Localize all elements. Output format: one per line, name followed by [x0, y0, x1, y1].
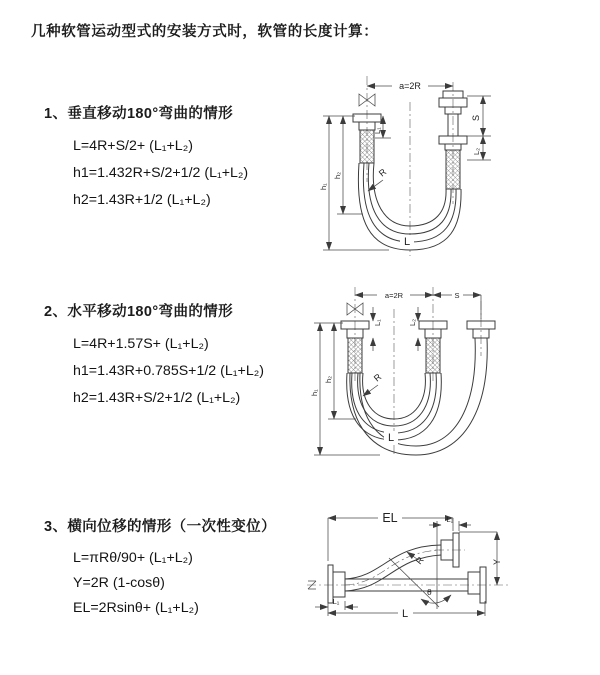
dimension-el — [328, 510, 453, 561]
dimension-l — [328, 601, 485, 620]
section-3 — [44, 518, 276, 621]
dim-label-l2: L₂ — [472, 147, 481, 155]
radius-leader — [368, 166, 389, 191]
radius-construction — [389, 521, 451, 609]
section-2 — [44, 303, 264, 412]
dimension-l2 — [429, 515, 471, 531]
section-2-heading: 2、水平移动180°弯曲的情形 — [44, 304, 234, 320]
section-1-formula-h2: h2=1.43R+1/2 (L₁+L₂) — [73, 192, 211, 208]
section-3-formula-EL: EL=2Rsinθ+ (L₁+L₂) — [73, 600, 199, 616]
diagram-3-drawing — [303, 503, 595, 655]
dim-label-l2: L₂ — [446, 515, 454, 524]
dimension-a2r — [367, 79, 453, 91]
dim-label-l2: L₂ — [408, 318, 417, 326]
dim-label-a2r: a=2R — [399, 81, 421, 91]
dimension-l2 — [408, 307, 418, 351]
hose-displaced — [345, 545, 441, 591]
dim-label-l: L — [401, 608, 409, 620]
middle-pipe-fitting — [419, 321, 447, 373]
section-1-heading: 1、垂直移动180°弯曲的情形 — [44, 106, 234, 122]
dimension-h1 — [310, 323, 380, 455]
section-2-formula-L: L=4R+1.57S+ (L₁+L₂) — [73, 336, 209, 352]
diagram-horizontal-180-bend — [306, 281, 578, 463]
section-1 — [44, 105, 248, 214]
radius-label: R — [376, 166, 389, 179]
radius-leader — [363, 371, 384, 396]
dim-label-l: L — [387, 432, 395, 444]
dimension-s — [433, 289, 481, 300]
hose-u-bend-moved — [350, 338, 487, 455]
theta-label: θ — [427, 587, 432, 597]
dim-label-h2: h₂ — [333, 171, 342, 179]
section-2-formula-h1: h1=1.43R+0.785S+1/2 (L₁+L₂) — [73, 363, 264, 379]
dim-label-l1: L₁ — [332, 597, 340, 606]
radius-label: R — [413, 554, 426, 567]
dim-label-s: S — [471, 114, 481, 121]
diagram-2-drawing — [306, 281, 578, 463]
dim-label-l1: L₁ — [373, 127, 382, 134]
section-1-formula-h1: h1=1.432R+S/2+1/2 (L₁+L₂) — [73, 165, 249, 181]
diagram-lateral-displacement — [303, 503, 595, 655]
dim-label-l: L — [403, 236, 411, 248]
section-1-formula-L: L=4R+S/2+ (L₁+L₂) — [73, 138, 193, 154]
dim-label-l1: L₁ — [373, 319, 382, 326]
dim-label-h1: h₁ — [310, 389, 319, 396]
dim-label-el: EL — [382, 511, 398, 525]
page-title: 几种软管运动型式的安装方式时，软管的长度计算： — [31, 24, 379, 40]
diagram-1-drawing — [315, 64, 560, 264]
dim-label-s: S — [454, 291, 460, 300]
dimension-l1 — [373, 307, 382, 351]
section-3-heading: 3、横向位移的情形（一次性变位） — [44, 519, 276, 535]
left-pipe-fitting — [353, 114, 381, 163]
dimension-l2 — [467, 136, 491, 160]
hose-displaced-centerline — [345, 550, 441, 585]
dimension-l1 — [373, 116, 391, 138]
radius-label: R — [371, 371, 384, 384]
section-3-formula-Y: Y=2R (1-cosθ) — [73, 575, 165, 591]
section-2-formula-h2: h2=1.43R+S/2+1/2 (L₁+L₂) — [73, 390, 241, 406]
centerlines — [367, 76, 453, 256]
dim-label-a2r: a=2R — [384, 291, 404, 300]
dim-label-h2: h₂ — [324, 375, 333, 383]
section-3-formula-L: L=πRθ/90+ (L₁+L₂) — [73, 550, 193, 566]
dimension-s — [467, 96, 491, 136]
dimension-l1 — [315, 597, 358, 610]
left-pipe-fitting — [341, 321, 369, 373]
diagram-vertical-180-bend — [315, 64, 560, 264]
dim-label-h1: h₁ — [319, 183, 328, 190]
dim-label-y: Y — [492, 558, 502, 565]
